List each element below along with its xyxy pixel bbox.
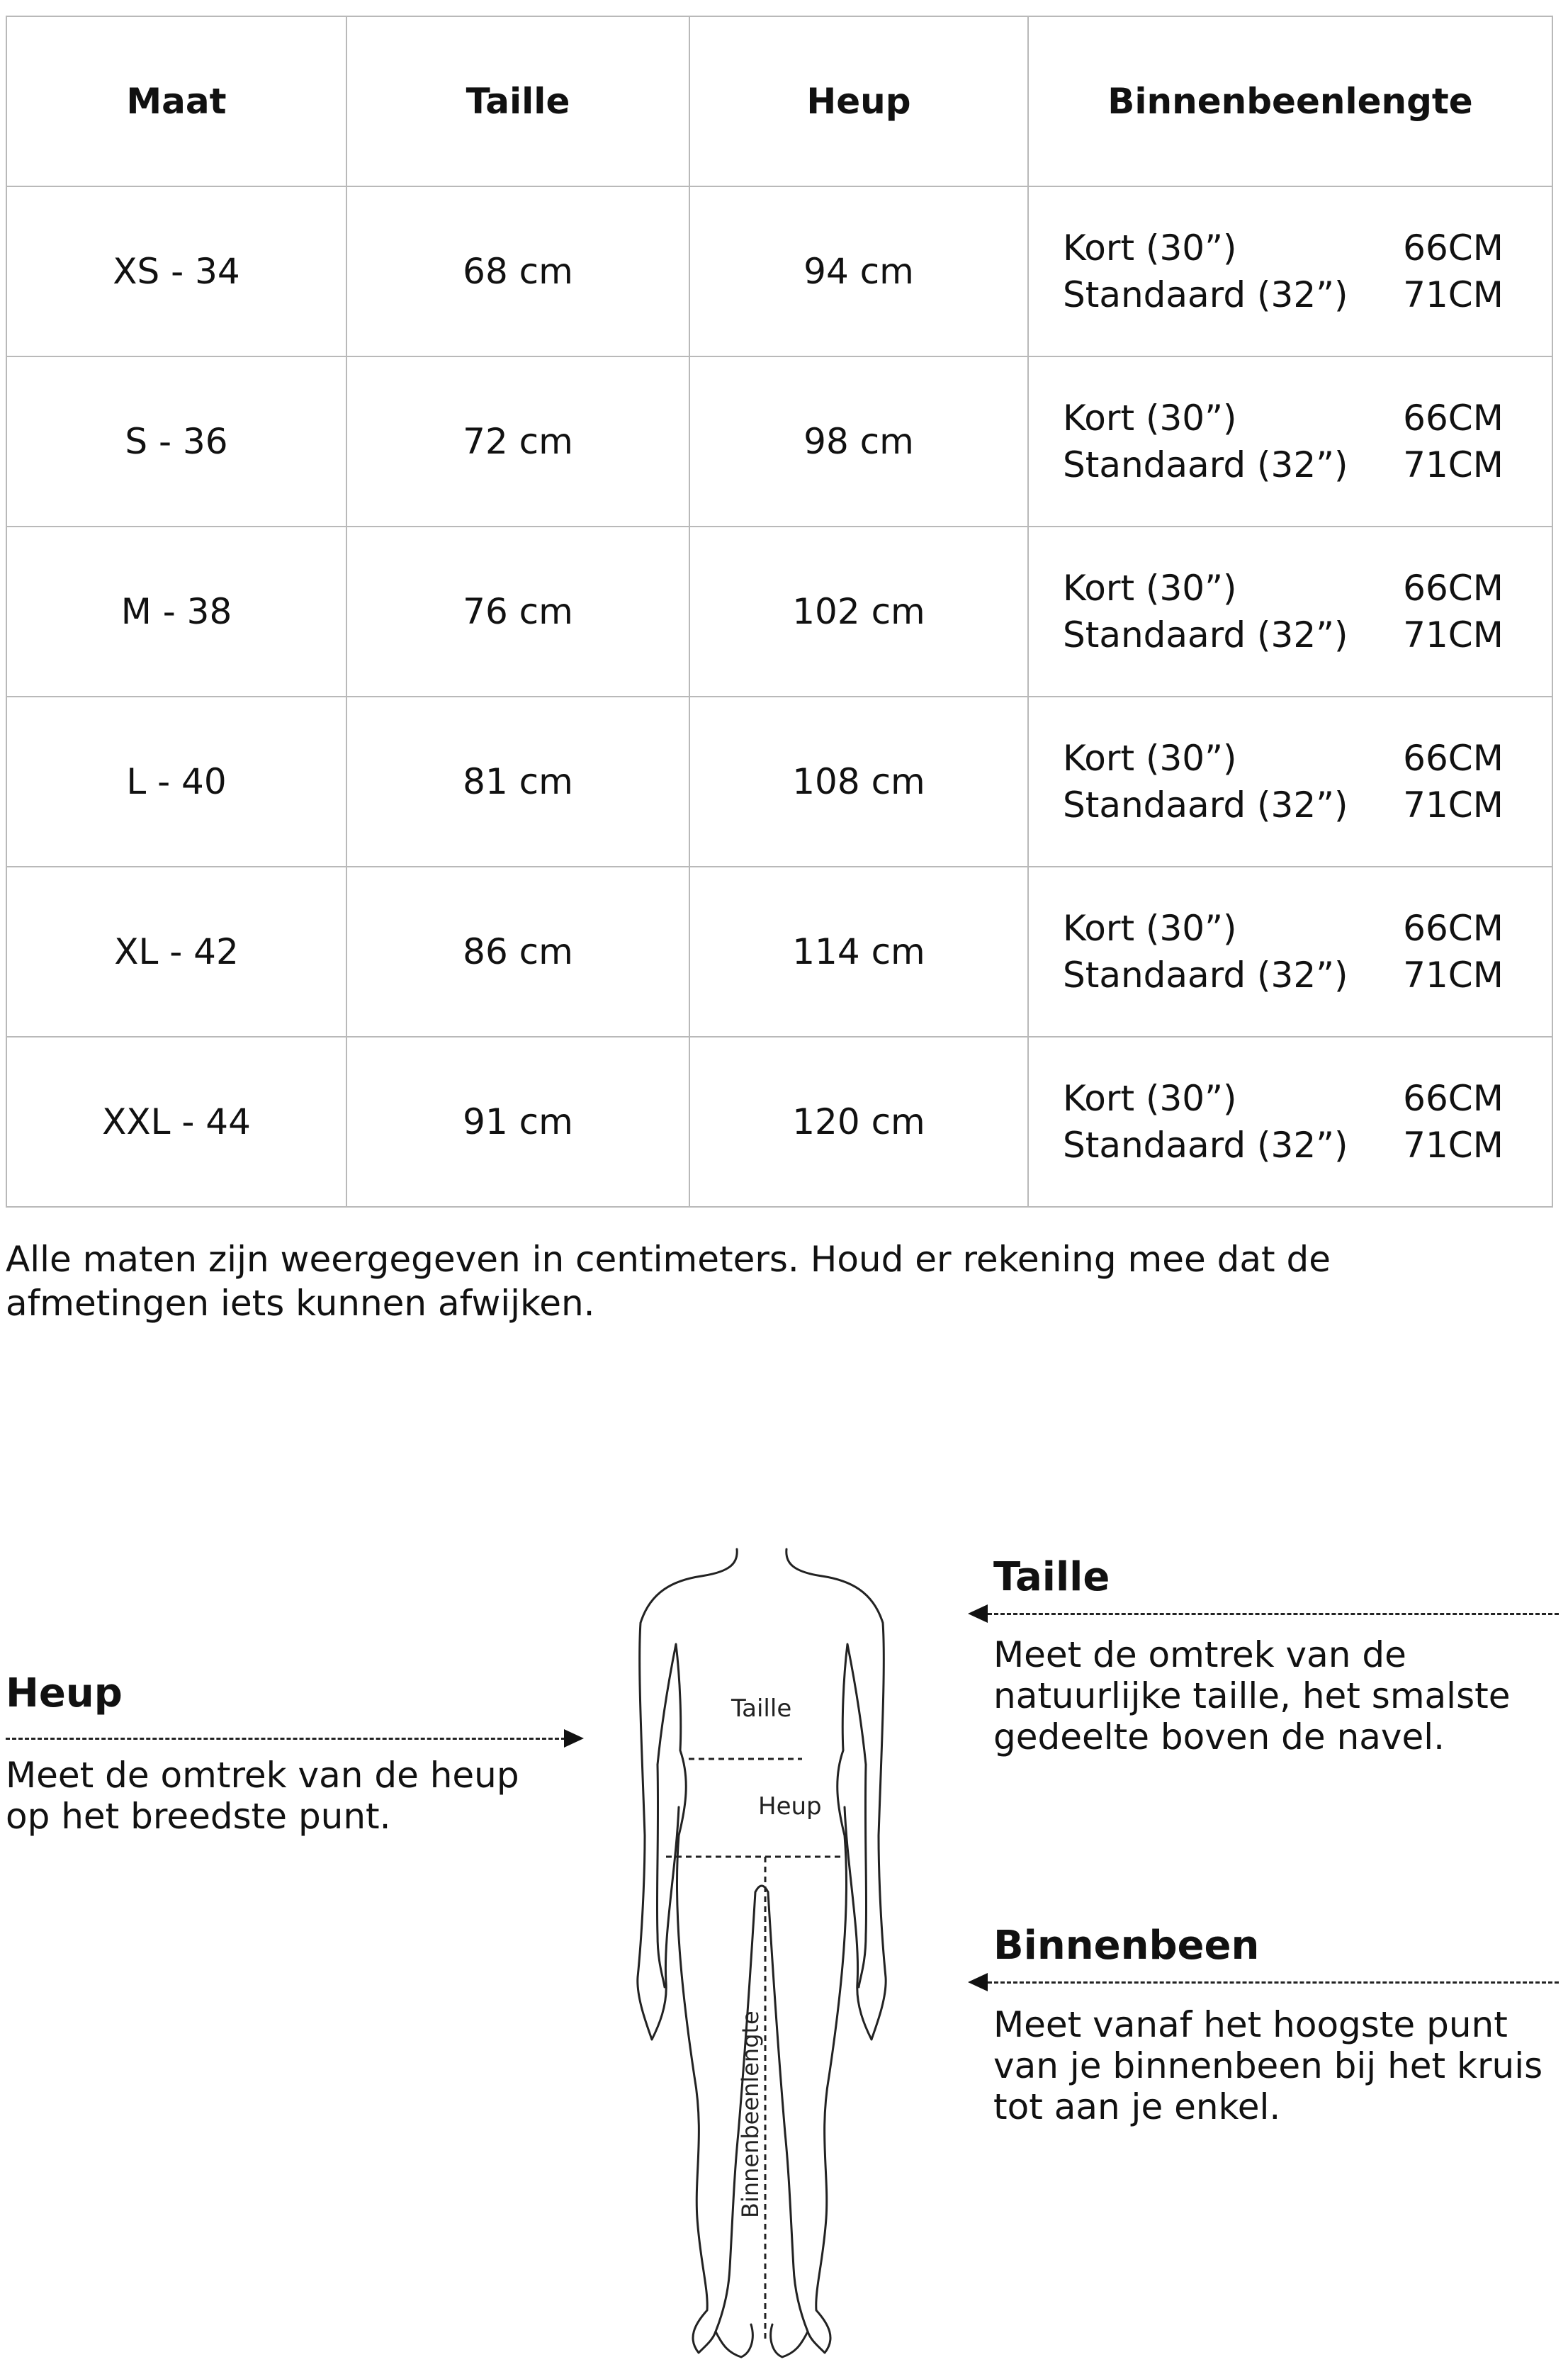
inseam-option-label: Standaard (32”) <box>1063 784 1348 826</box>
heup-heading: Heup <box>6 1670 123 1716</box>
figure-label-heup: Heup <box>758 1792 822 1821</box>
figure-label-binnenbeenlengte: Binnenbeenlengte <box>737 2010 764 2218</box>
inseam-option <box>1063 909 1506 947</box>
hip-cell: 120 cm <box>689 1037 1028 1207</box>
arrow-left-icon <box>968 1972 989 1993</box>
table-row <box>6 186 1552 356</box>
heup-description-line: op het breedste punt. <box>6 1796 391 1837</box>
heup-description <box>6 1755 519 1837</box>
inseam-option-label: Kort (30”) <box>1063 568 1237 609</box>
figure-label-taille: Taille <box>731 1694 792 1723</box>
waist-cell: 86 cm <box>346 867 689 1037</box>
inseam-option <box>1063 956 1506 994</box>
waist-cell: 81 cm <box>346 697 689 867</box>
hip-cell: 114 cm <box>689 867 1028 1037</box>
waist-cell: 72 cm <box>346 356 689 527</box>
inseam-option <box>1063 569 1506 607</box>
inseam-option-value: 66CM <box>1403 738 1504 779</box>
inseam-option-value: 71CM <box>1403 444 1504 485</box>
binnenbeen-description-line: van je binnenbeen bij het kruis <box>993 2045 1543 2086</box>
arrow-left-icon <box>968 1603 989 1624</box>
hip-cell: 108 cm <box>689 697 1028 867</box>
inseam-option-value: 66CM <box>1403 908 1504 949</box>
inseam-option-label: Standaard (32”) <box>1063 614 1348 656</box>
table-header-row <box>6 16 1552 186</box>
inseam-option-label: Kort (30”) <box>1063 738 1237 779</box>
taille-heading: Taille <box>993 1554 1110 1600</box>
inseam-option-value: 66CM <box>1403 398 1504 439</box>
inseam-options <box>1029 909 1552 994</box>
inseam-cell <box>1028 356 1552 527</box>
body-figure-illustration <box>616 1538 907 2360</box>
inseam-option <box>1063 229 1506 267</box>
table-row <box>6 697 1552 867</box>
inseam-option-label: Standaard (32”) <box>1063 274 1348 315</box>
inseam-options <box>1029 739 1552 824</box>
binnenbeen-arrow-line <box>988 1981 1559 1984</box>
inseam-option-label: Kort (30”) <box>1063 908 1237 949</box>
table-row <box>6 356 1552 527</box>
inseam-options <box>1029 399 1552 484</box>
body-outline <box>638 1549 886 2357</box>
inseam-option <box>1063 1126 1506 1164</box>
inseam-option-value: 71CM <box>1403 955 1504 996</box>
inseam-option-value: 66CM <box>1403 227 1504 269</box>
size-cell: XXL - 44 <box>6 1037 346 1207</box>
taille-description-line: natuurlijke taille, het smalste <box>993 1675 1511 1716</box>
inseam-option <box>1063 399 1506 437</box>
hip-cell: 94 cm <box>689 186 1028 356</box>
inseam-options <box>1029 1079 1552 1164</box>
heup-arrow-line <box>6 1738 565 1740</box>
arrow-right-icon <box>564 1728 585 1749</box>
header-maat: Maat <box>6 16 346 186</box>
inseam-option-label: Standaard (32”) <box>1063 444 1348 485</box>
taille-description-line: gedeelte boven de navel. <box>993 1716 1445 1758</box>
taille-arrow-line <box>988 1613 1559 1615</box>
inseam-option-value: 66CM <box>1403 1078 1504 1119</box>
inseam-cell <box>1028 867 1552 1037</box>
hip-cell: 98 cm <box>689 356 1028 527</box>
inseam-option <box>1063 276 1506 314</box>
binnenbeen-description-line: Meet vanaf het hoogste punt <box>993 2004 1508 2045</box>
taille-description-line: Meet de omtrek van de <box>993 1634 1406 1675</box>
inseam-option <box>1063 616 1506 654</box>
header-binnenbeenlengte: Binnenbeenlengte <box>1028 16 1552 186</box>
inseam-option <box>1063 786 1506 824</box>
size-cell: XL - 42 <box>6 867 346 1037</box>
size-cell: S - 36 <box>6 356 346 527</box>
waist-cell: 68 cm <box>346 186 689 356</box>
taille-description <box>993 1634 1511 1758</box>
inseam-option-value: 71CM <box>1403 784 1504 826</box>
size-table <box>6 16 1553 1208</box>
inseam-cell <box>1028 527 1552 697</box>
inseam-cell <box>1028 1037 1552 1207</box>
measurement-note: Alle maten zijn weergegeven in centimeters. Houd er rekening mee dat de afmetingen iets kunnen afwijken. <box>6 1239 1331 1324</box>
inseam-option-label: Standaard (32”) <box>1063 955 1348 996</box>
inseam-option-label: Kort (30”) <box>1063 1078 1237 1119</box>
binnenbeen-description-line: tot aan je enkel. <box>993 2086 1281 2127</box>
inseam-option-value: 71CM <box>1403 274 1504 315</box>
inseam-option-value: 66CM <box>1403 568 1504 609</box>
header-heup: Heup <box>689 16 1028 186</box>
waist-cell: 76 cm <box>346 527 689 697</box>
inseam-option <box>1063 739 1506 777</box>
inseam-options <box>1029 229 1552 314</box>
inseam-option-value: 71CM <box>1403 614 1504 656</box>
inseam-cell <box>1028 186 1552 356</box>
heup-description-line: Meet de omtrek van de heup <box>6 1755 519 1796</box>
inseam-option-label: Standaard (32”) <box>1063 1125 1348 1166</box>
inseam-options <box>1029 569 1552 654</box>
binnenbeen-heading: Binnenbeen <box>993 1923 1260 1969</box>
size-cell: L - 40 <box>6 697 346 867</box>
inseam-option-label: Kort (30”) <box>1063 398 1237 439</box>
size-cell: XS - 34 <box>6 186 346 356</box>
hip-cell: 102 cm <box>689 527 1028 697</box>
header-taille: Taille <box>346 16 689 186</box>
inseam-option <box>1063 446 1506 484</box>
binnenbeen-description <box>993 2004 1542 2127</box>
inseam-option-value: 71CM <box>1403 1125 1504 1166</box>
inseam-option-label: Kort (30”) <box>1063 227 1237 269</box>
inseam-cell <box>1028 697 1552 867</box>
size-cell: M - 38 <box>6 527 346 697</box>
inseam-option <box>1063 1079 1506 1118</box>
table-row <box>6 527 1552 697</box>
waist-cell: 91 cm <box>346 1037 689 1207</box>
table-row <box>6 867 1552 1037</box>
table-row <box>6 1037 1552 1207</box>
table-body <box>6 186 1552 1207</box>
